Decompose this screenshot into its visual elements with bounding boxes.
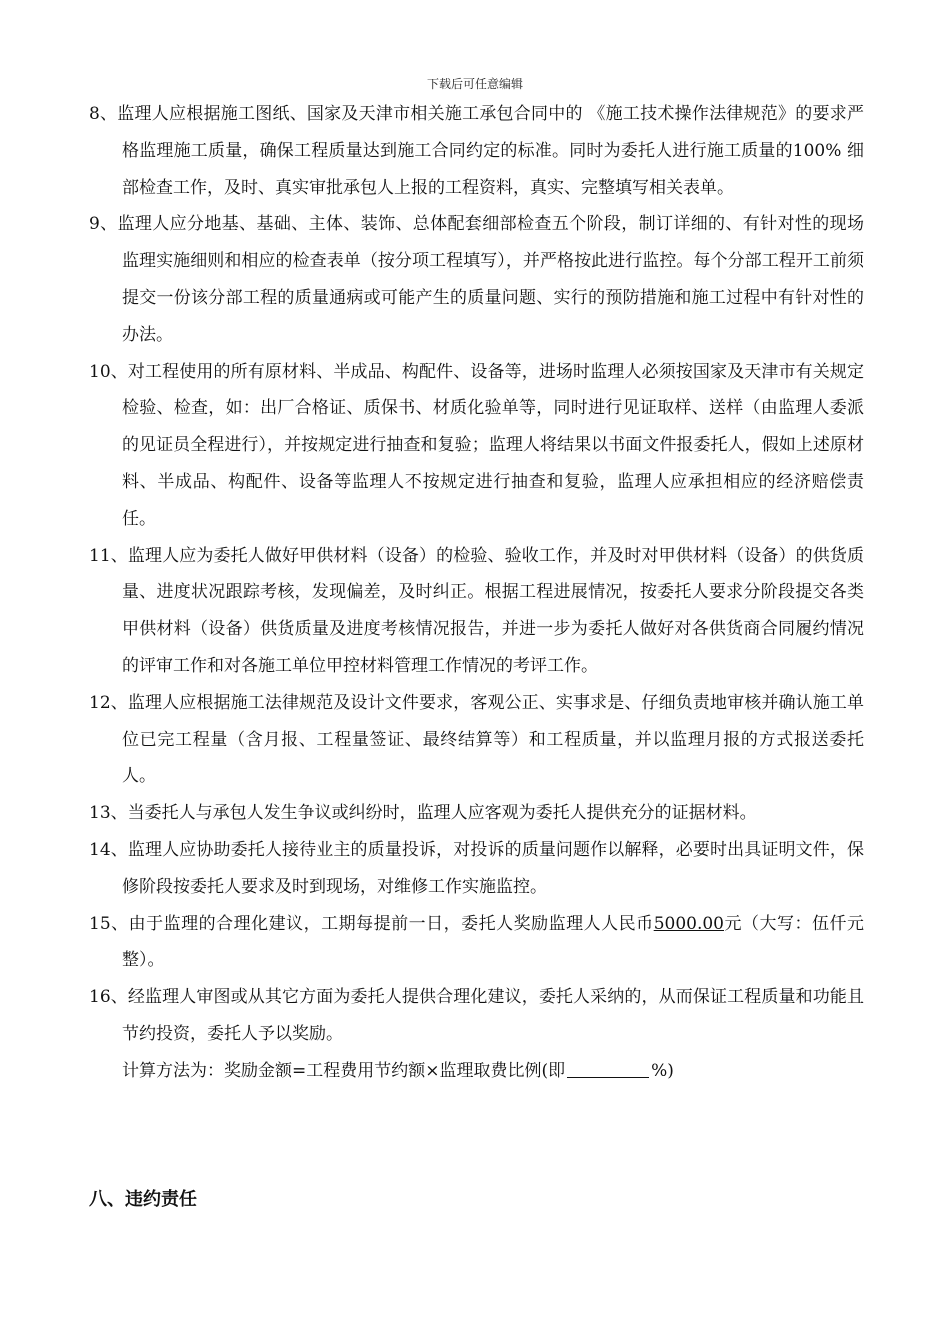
clause-list bbox=[89, 96, 864, 1090]
clause-text: 监理人应为委托人做好甲供材料（设备）的检验、验收工作，并及时对甲供材料（设备）的供货质量、进度状况跟踪考核，发现偏差，及时纠正。根据工程进展情况，按委托人要求分阶段提交各类甲供材料（设备）供货质量及进度考核情况报告，并进一步为委托人做好对各供货商合同履约情况的评审工作和对各施工单位甲控材料管理工作情况的考评工作。 bbox=[122, 545, 865, 676]
clause-item-10 bbox=[89, 354, 864, 538]
percentage-blank-field bbox=[567, 1059, 649, 1078]
clause-text: 经监理人审图或从其它方面为委托人提供合理化建议，委托人采纳的，从而保证工程质量和功能且节约投资，委托人予以奖励。 bbox=[122, 987, 865, 1044]
clause-number: 13、 bbox=[89, 803, 128, 824]
clause-number: 8、 bbox=[89, 104, 118, 124]
clause-text: 监理人应分地基、基础、主体、装饰、总体配套细部检查五个阶段，制订详细的、有针对性的现场监理实施细则和相应的检查表单（按分项工程填写），并严格按此进行监控。每个分部工程开工前须提交一份该分部工程的质量通病或可能产生的质量问题、实行的预防措施和施工过程中有针对性的办法。 bbox=[117, 214, 864, 345]
clause-item-12 bbox=[89, 685, 864, 795]
clause-number: 10、 bbox=[89, 361, 128, 382]
clause-text: 对工程使用的所有原材料、半成品、构配件、设备等，进场时监理人必须按国家及天津市有关规定检验、检查，如：出厂合格证、质保书、材质化验单等，同时进行见证取样、送样（由监理人委派的见证员全程进行），并按规定进行抽查和复验；监理人将结果以书面文件报委托人，假如上述原材料、半成品、构配件、设备等监理人不按规定进行抽查和复验，监理人应承担相应的经济赔偿责任。 bbox=[122, 361, 865, 529]
clause-text: 监理人应根据施工图纸、国家及天津市相关施工承包合同中的 《施工技术操作法律规范》的要求严格监理施工质量，确保工程质量达到施工合同约定的标准。同时为委托人进行施工质量的100% 细部检查工作，及时、真实审批承包人上报的工程资料，真实、完整填写相关表单。 bbox=[117, 104, 864, 198]
calculation-formula bbox=[89, 1053, 864, 1090]
clause-text: 监理人应协助委托人接待业主的质量投诉，对投诉的质量问题作以解释，必要时出具证明文件，保修阶段按委托人要求及时到现场，对维修工作实施监控。 bbox=[122, 839, 865, 897]
clause-item-9 bbox=[89, 206, 864, 353]
clause-text: 当委托人与承包人发生争议或纠纷时，监理人应客观为委托人提供充分的证据材料。 bbox=[127, 803, 757, 824]
clause-number: 14、 bbox=[89, 839, 128, 860]
clause-item-16 bbox=[89, 979, 864, 1053]
clause-text-tail: 元（大写：伍仟元整）。 bbox=[122, 913, 865, 971]
clause-item-13 bbox=[89, 795, 864, 832]
clause-item-14 bbox=[89, 832, 864, 906]
section-heading: 八、违约责任 bbox=[89, 1189, 197, 1210]
clause-item-11 bbox=[89, 538, 864, 685]
clause-text: 由于监理的合理化建议，工期每提前一日，委托人奖励监理人人民币 bbox=[128, 913, 654, 934]
clause-number: 12、 bbox=[89, 692, 128, 713]
clause-text: 监理人应根据施工法律规范及设计文件要求，客观公正、实事求是、仔细负责地审核并确认施工单位已完工程量（含月报、工程量签证、最终结算等）和工程质量，并以监理月报的方式报送委托人。 bbox=[122, 692, 865, 787]
clause-number: 9、 bbox=[89, 214, 118, 235]
clause-number: 15、 bbox=[89, 913, 129, 934]
clause-number: 16、 bbox=[89, 987, 128, 1008]
formula-text: 计算方法为：奖励金额=工程费用节约额×监理取费比例(即 bbox=[122, 1060, 566, 1081]
clause-item-15 bbox=[89, 906, 864, 980]
formula-suffix: %) bbox=[651, 1060, 674, 1081]
page-header-note: 下载后可任意编辑 bbox=[426, 77, 523, 91]
clause-number: 11、 bbox=[89, 545, 128, 566]
clause-item-8 bbox=[89, 96, 864, 206]
reward-amount: 5000.00 bbox=[653, 913, 724, 934]
